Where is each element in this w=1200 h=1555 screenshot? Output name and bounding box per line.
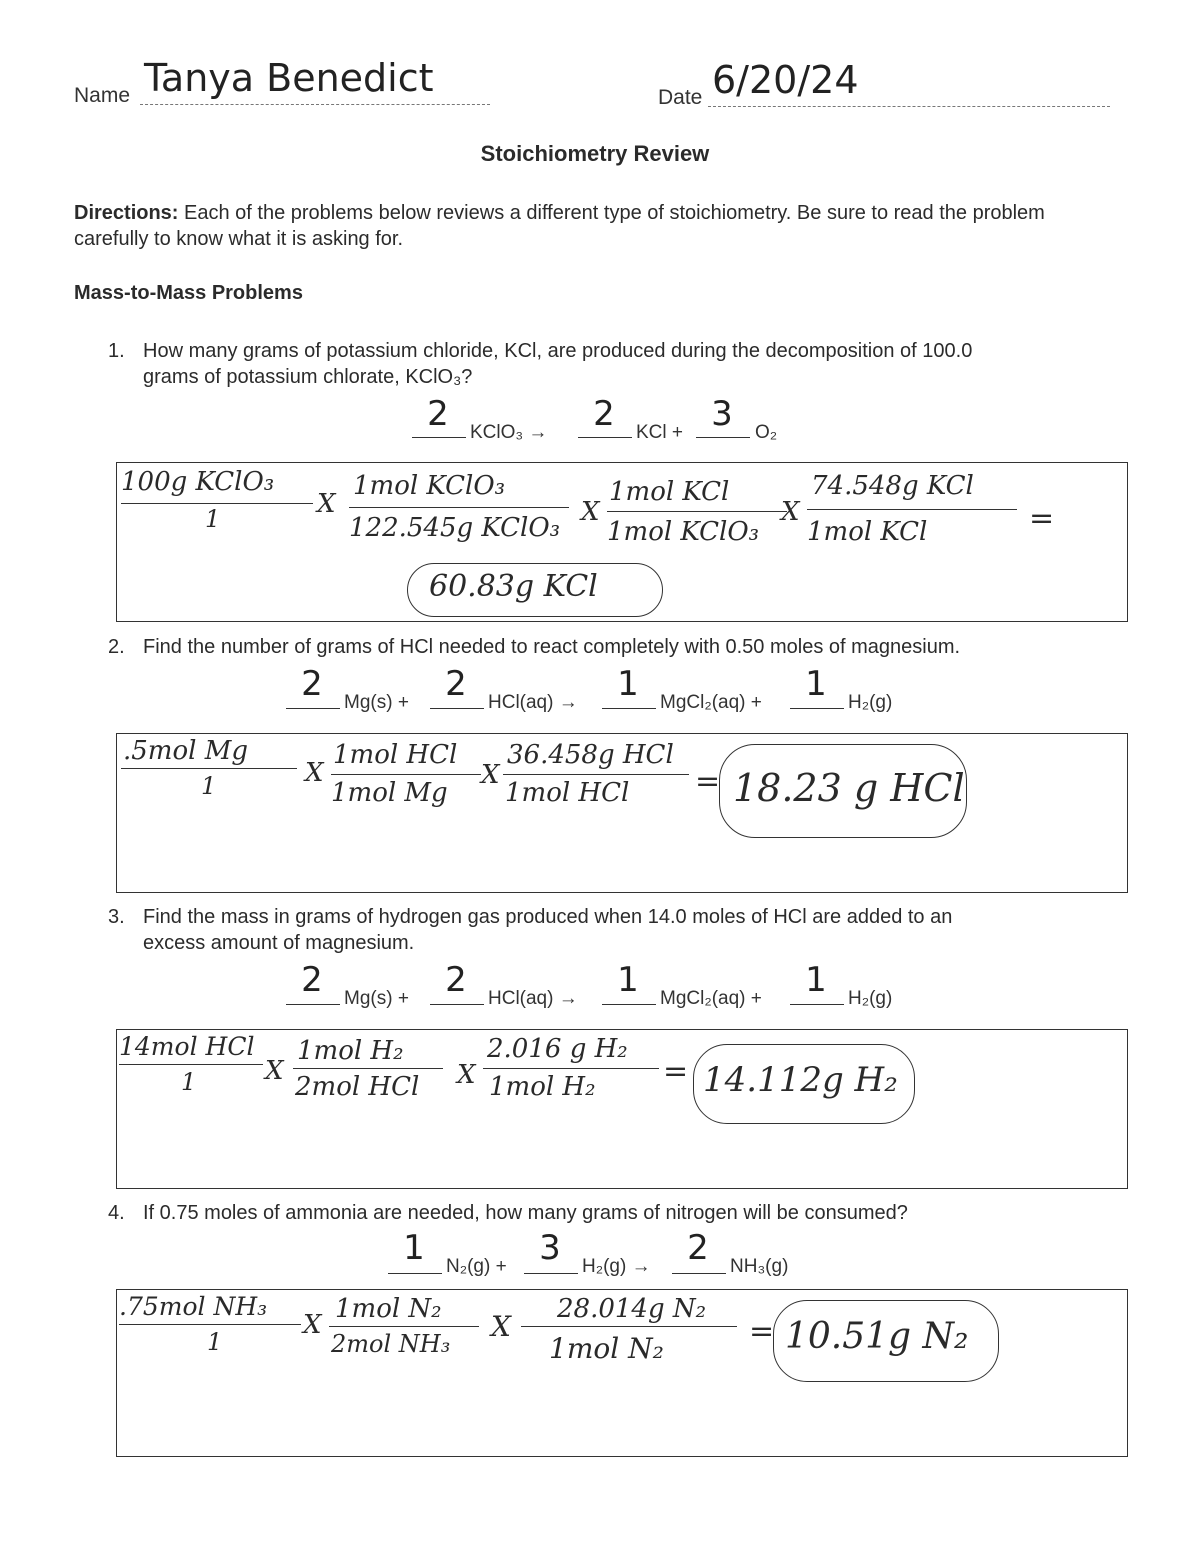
p1-x-3: X bbox=[781, 497, 800, 527]
p1-given-den: 1 bbox=[205, 505, 221, 533]
p1-f2-den: 1mol KClO₃ bbox=[607, 517, 760, 547]
name-label: Name bbox=[74, 84, 131, 107]
date-field[interactable]: 6/20/24 bbox=[712, 58, 859, 102]
p2-work-box[interactable] bbox=[116, 733, 1128, 893]
p2-blank-3 bbox=[602, 708, 656, 709]
p4-given-den: 1 bbox=[207, 1328, 223, 1356]
p1-work-box[interactable] bbox=[116, 462, 1128, 622]
p4-f2-den: 1mol N₂ bbox=[549, 1332, 664, 1365]
p2-given-bar bbox=[121, 768, 297, 769]
p1-coef-2[interactable]: 2 bbox=[593, 394, 615, 434]
p2-blank-1 bbox=[286, 708, 340, 709]
p4-x-1: X bbox=[303, 1310, 322, 1340]
p3-f2-num: 2.016 g H₂ bbox=[487, 1034, 628, 1064]
p1-x-1: X bbox=[317, 489, 336, 519]
p1-blank-3 bbox=[696, 437, 750, 438]
p3-species-3: MgCl₂(aq) + bbox=[660, 988, 762, 1009]
page-title: Stoichiometry Review bbox=[480, 141, 710, 166]
p2-f1-den: 1mol Mg bbox=[331, 778, 448, 808]
problem-2-question: Find the number of grams of HCl needed to react completely with 0.50 moles of magnesium. bbox=[143, 636, 961, 658]
p4-equals: = bbox=[749, 1314, 775, 1349]
p2-x-1: X bbox=[305, 758, 324, 788]
name-field[interactable]: Tanya Benedict bbox=[144, 56, 434, 100]
name-underline bbox=[140, 104, 490, 105]
p2-species-2: HCl(aq) → bbox=[488, 692, 578, 713]
p3-blank-3 bbox=[602, 1004, 656, 1005]
p2-species-4: H₂(g) bbox=[848, 692, 893, 713]
p1-f2-bar bbox=[607, 511, 787, 512]
section-title: Mass-to-Mass Problems bbox=[74, 282, 303, 304]
p1-species-1: KClO₃ → bbox=[470, 422, 548, 443]
directions-label: Directions: bbox=[74, 202, 179, 224]
p4-given-num: .75mol NH₃ bbox=[119, 1292, 268, 1321]
p4-f2-num: 28.014g N₂ bbox=[557, 1294, 707, 1324]
p3-given-bar bbox=[119, 1064, 263, 1065]
problem-4-number: 4. bbox=[108, 1202, 125, 1224]
p1-coef-3[interactable]: 3 bbox=[711, 394, 733, 434]
p1-f3-num: 74.548g KCl bbox=[811, 471, 974, 501]
p3-f2-den: 1mol H₂ bbox=[489, 1072, 596, 1102]
problem-1-number: 1. bbox=[108, 340, 125, 362]
p4-species-2: H₂(g) → bbox=[582, 1256, 651, 1277]
p4-blank-2 bbox=[524, 1273, 578, 1274]
p2-x-2: X bbox=[481, 760, 500, 790]
p4-species-3: NH₃(g) bbox=[730, 1256, 789, 1277]
p3-blank-1 bbox=[286, 1004, 340, 1005]
p3-species-1: Mg(s) + bbox=[344, 988, 409, 1009]
p1-blank-1 bbox=[412, 437, 466, 438]
p4-answer: 10.51g N₂ bbox=[785, 1316, 969, 1357]
p2-blank-2 bbox=[430, 708, 484, 709]
p3-coef-1[interactable]: 2 bbox=[301, 960, 323, 1000]
p1-answer: 60.83g KCl bbox=[429, 569, 598, 604]
p2-coef-1[interactable]: 2 bbox=[301, 664, 323, 704]
problem-3-question: Find the mass in grams of hydrogen gas produced when 14.0 moles of HCl are added to an bbox=[143, 906, 953, 928]
p3-given-num: 14mol HCl bbox=[119, 1032, 255, 1061]
p3-species-2: HCl(aq) → bbox=[488, 988, 578, 1009]
p2-answer: 18.23 g HCl bbox=[733, 766, 965, 810]
p4-work-box[interactable] bbox=[116, 1289, 1128, 1457]
p4-blank-1 bbox=[388, 1273, 442, 1274]
p3-coef-3[interactable]: 1 bbox=[617, 960, 639, 1000]
p2-species-1: Mg(s) + bbox=[344, 692, 409, 713]
p2-f2-den: 1mol HCl bbox=[505, 778, 630, 808]
problem-3-question-cont: excess amount of magnesium. bbox=[143, 932, 415, 954]
p2-coef-2[interactable]: 2 bbox=[445, 664, 467, 704]
p4-coef-3[interactable]: 2 bbox=[687, 1228, 709, 1268]
p2-coef-4[interactable]: 1 bbox=[805, 664, 827, 704]
p3-blank-2 bbox=[430, 1004, 484, 1005]
p4-f1-bar bbox=[329, 1326, 479, 1327]
problem-1-question-cont: grams of potassium chlorate, KClO₃? bbox=[143, 366, 473, 388]
p2-species-3: MgCl₂(aq) + bbox=[660, 692, 762, 713]
p1-x-2: X bbox=[581, 497, 600, 527]
p3-answer: 14.112g H₂ bbox=[703, 1060, 898, 1100]
p3-given-den: 1 bbox=[181, 1068, 197, 1096]
p4-species-1: N₂(g) + bbox=[446, 1256, 507, 1277]
p3-x-1: X bbox=[265, 1056, 284, 1086]
p4-given-bar bbox=[119, 1324, 301, 1325]
p4-f1-num: 1mol N₂ bbox=[335, 1294, 442, 1324]
p1-blank-2 bbox=[578, 437, 632, 438]
p4-x-2: X bbox=[491, 1310, 511, 1343]
p3-f2-bar bbox=[483, 1068, 659, 1069]
p1-f1-den: 122.545g KClO₃ bbox=[349, 513, 561, 543]
p4-coef-2[interactable]: 3 bbox=[539, 1228, 561, 1268]
p4-f2-bar bbox=[521, 1326, 737, 1327]
p2-blank-4 bbox=[790, 708, 844, 709]
p2-f1-bar bbox=[331, 774, 481, 775]
p3-work-box[interactable] bbox=[116, 1029, 1128, 1189]
p1-f3-bar bbox=[807, 509, 1017, 510]
p3-blank-4 bbox=[790, 1004, 844, 1005]
directions bbox=[74, 200, 1124, 252]
p3-equals: = bbox=[663, 1054, 689, 1089]
p2-equals: = bbox=[695, 764, 721, 799]
p2-given-num: .5mol Mg bbox=[123, 736, 248, 766]
p1-species-2: KCl + bbox=[636, 422, 683, 443]
p2-f1-num: 1mol HCl bbox=[333, 740, 458, 770]
p2-given-den: 1 bbox=[201, 772, 217, 800]
p1-f2-num: 1mol KCl bbox=[609, 477, 730, 507]
p1-given-num: 100g KClO₃ bbox=[121, 467, 275, 497]
p1-given-bar bbox=[121, 503, 313, 504]
problem-1-question: How many grams of potassium chloride, KCl, are produced during the decomposition of 100.0 bbox=[143, 340, 973, 362]
p3-species-4: H₂(g) bbox=[848, 988, 893, 1009]
p1-species-3: O₂ bbox=[755, 422, 778, 443]
p1-f3-den: 1mol KCl bbox=[807, 517, 928, 547]
p3-f1-den: 2mol HCl bbox=[295, 1072, 420, 1102]
p2-f2-num: 36.458g HCl bbox=[507, 740, 674, 770]
p1-coef-1[interactable]: 2 bbox=[427, 394, 449, 434]
p4-f1-den: 2mol NH₃ bbox=[331, 1330, 451, 1358]
p3-coef-2[interactable]: 2 bbox=[445, 960, 467, 1000]
problem-2-number: 2. bbox=[108, 636, 125, 658]
p3-coef-4[interactable]: 1 bbox=[805, 960, 827, 1000]
problem-4-question: If 0.75 moles of ammonia are needed, how many grams of nitrogen will be consumed? bbox=[143, 1202, 908, 1224]
p3-f1-bar bbox=[293, 1068, 443, 1069]
p4-blank-3 bbox=[672, 1273, 726, 1274]
p1-f1-bar bbox=[349, 507, 569, 508]
p2-f2-bar bbox=[503, 774, 689, 775]
p4-coef-1[interactable]: 1 bbox=[403, 1228, 425, 1268]
p2-coef-3[interactable]: 1 bbox=[617, 664, 639, 704]
p3-x-2: X bbox=[457, 1060, 476, 1090]
problem-3-number: 3. bbox=[108, 906, 125, 928]
directions-text: Each of the problems below reviews a different type of stoichiometry. Be sure to read the problem carefully to know what it is asking for. bbox=[74, 202, 1045, 250]
p1-f1-num: 1mol KClO₃ bbox=[353, 471, 506, 501]
date-label: Date bbox=[658, 86, 703, 109]
p3-f1-num: 1mol H₂ bbox=[297, 1036, 404, 1066]
p1-equals: = bbox=[1029, 501, 1055, 536]
date-underline bbox=[708, 106, 1110, 107]
